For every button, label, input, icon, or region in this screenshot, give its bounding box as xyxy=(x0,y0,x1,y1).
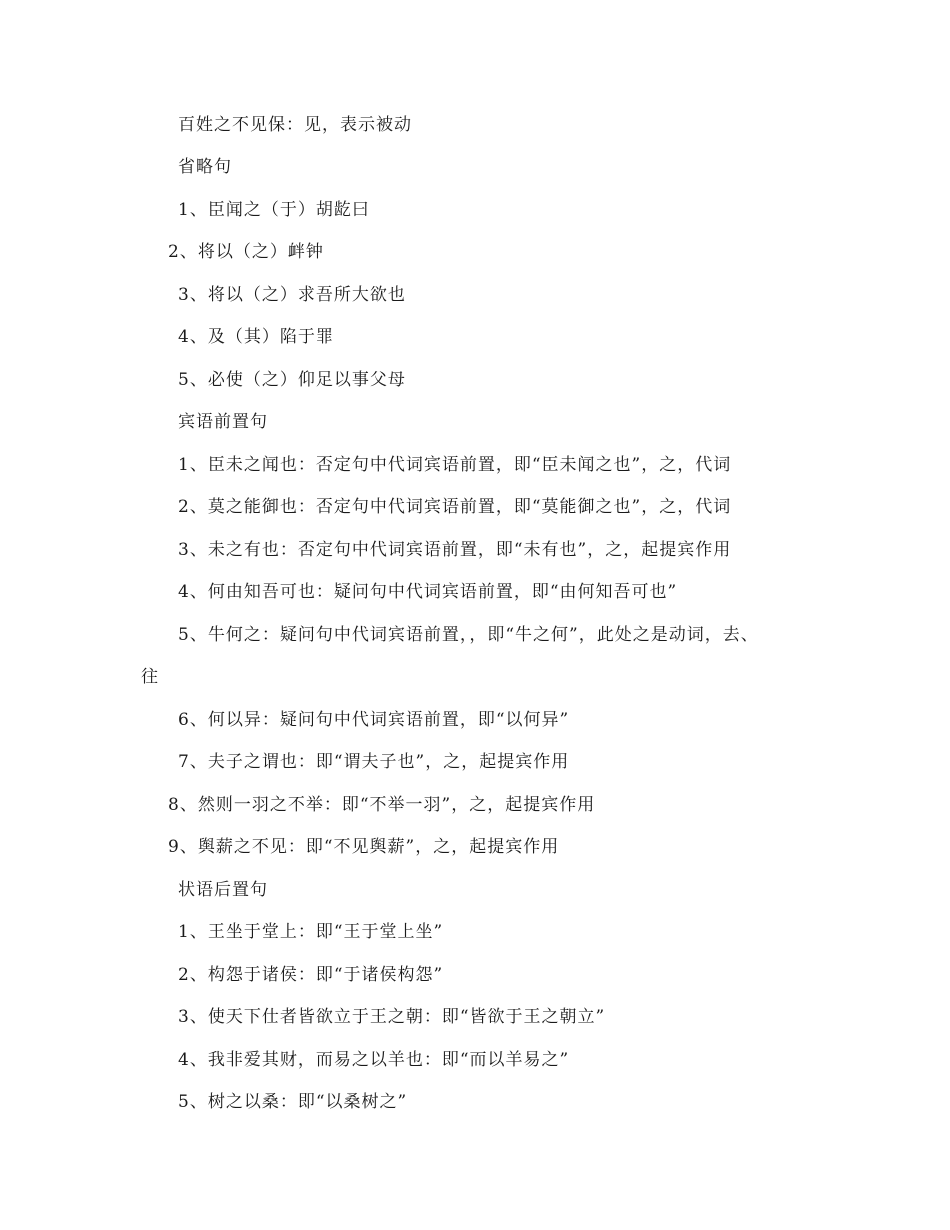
text-line: 5、树之以桑：即“以桑树之” xyxy=(178,1092,408,1112)
text-line: 6、何以异：疑问句中代词宾语前置，即“以何异” xyxy=(178,710,570,730)
text-line: 4、我非爱其财，而易之以羊也：即“而以羊易之” xyxy=(178,1050,570,1070)
section-heading: 状语后置句 xyxy=(178,880,268,900)
text-line: 1、王坐于堂上：即“王于堂上坐” xyxy=(178,922,444,942)
text-line: 9、舆薪之不见：即“不见舆薪”，之，起提宾作用 xyxy=(168,837,560,857)
text-line: 2、构怨于诸侯：即“于诸侯构怨” xyxy=(178,965,444,985)
text-line: 4、及（其）陷于罪 xyxy=(178,327,334,347)
text-line: 8、然则一羽之不举：即“不举一羽”，之，起提宾作用 xyxy=(168,795,596,815)
text-line: 5、牛何之：疑问句中代词宾语前置，，即“牛之何”，此处之是动词，去、 xyxy=(178,625,759,645)
text-line: 2、将以（之）衅钟 xyxy=(168,242,324,262)
section-heading: 省略句 xyxy=(178,157,232,177)
text-line: 5、必使（之）仰足以事父母 xyxy=(178,370,406,390)
text-line: 3、未之有也：否定句中代词宾语前置，即“未有也”，之，起提宾作用 xyxy=(178,540,732,560)
text-line: 3、将以（之）求吾所大欲也 xyxy=(178,285,406,305)
text-line: 7、夫子之谓也：即“谓夫子也”，之，起提宾作用 xyxy=(178,752,570,772)
text-line: 百姓之不见保：见，表示被动 xyxy=(178,115,412,135)
section-heading: 宾语前置句 xyxy=(178,412,268,432)
text-line: 1、臣未之闻也：否定句中代词宾语前置，即“臣未闻之也”，之，代词 xyxy=(178,455,732,475)
text-line: 3、使天下仕者皆欲立于王之朝：即“皆欲于王之朝立” xyxy=(178,1007,606,1027)
text-line: 1、臣闻之（于）胡龁曰 xyxy=(178,200,370,220)
text-line: 2、莫之能御也：否定句中代词宾语前置，即“莫能御之也”，之，代词 xyxy=(178,497,732,517)
text-line: 4、何由知吾可也：疑问句中代词宾语前置，即“由何知吾可也” xyxy=(178,582,678,602)
text-line-continuation: 往 xyxy=(141,667,159,687)
